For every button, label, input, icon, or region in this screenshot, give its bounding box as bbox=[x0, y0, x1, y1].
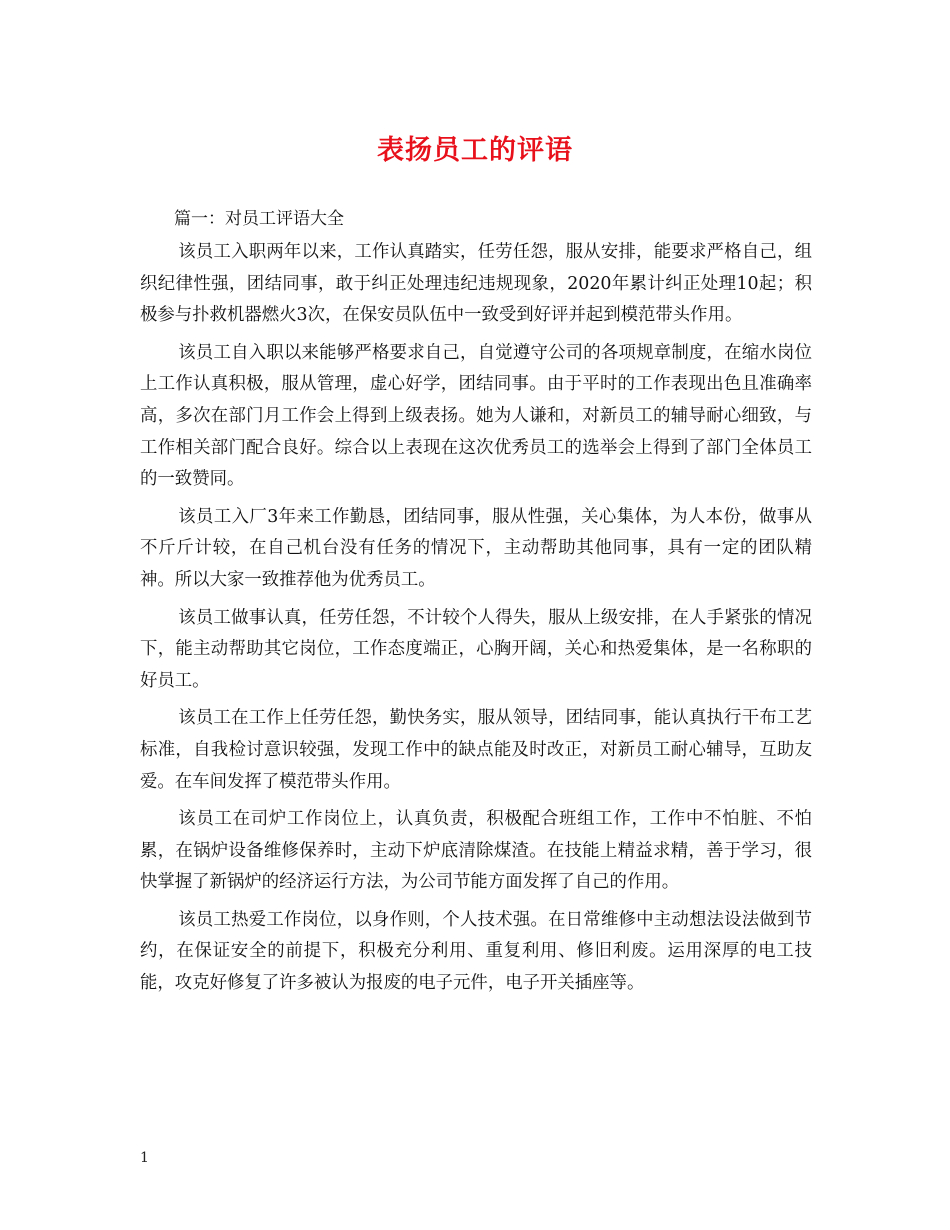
paragraph-4: 该员工做事认真，任劳任怨，不计较个人得失，服从上级安排，在人手紧张的情况下，能主动帮助其它岗位，工作态度端正，心胸开阔，关心和热爱集体，是一名称职的好员工。 bbox=[140, 607, 812, 691]
paragraph-5: 该员工在工作上任劳任怨，勤快务实，服从领导，团结同事，能认真执行干布工艺标准，自我检讨意识较强，发现工作中的缺点能及时改正，对新员工耐心辅导，互助友爱。在车间发挥了模范带头作用。 bbox=[140, 708, 812, 792]
paragraph-7: 该员工热爱工作岗位，以身作则，个人技术强。在日常维修中主动想法设法做到节约，在保证安全的前提下，积极充分利用、重复利用、修旧利废。运用深厚的电工技能，攻克好修复了许多被认为报废的电子元件，电子开关插座等。 bbox=[140, 909, 812, 994]
document-body bbox=[140, 204, 812, 1000]
section-heading: 篇一：对员工评语大全 bbox=[174, 209, 344, 229]
paragraph-2: 该员工自入职以来能够严格要求自己，自觉遵守公司的各项规章制度，在缩水岗位上工作认真积极，服从管理，虚心好学，团结同事。由于平时的工作表现出色且准确率高，多次在部门月工作会上得到上级表扬。她为人谦和，对新员工的辅导耐心细致，与工作相关部门配合良好。综合以上表现在这次优秀员工的选举会上得到了部门全体员工的一致赞同。 bbox=[140, 342, 812, 490]
paragraph-1: 该员工入职两年以来，工作认真踏实，任劳任怨，服从安排，能要求严格自己，组织纪律性强，团结同事，敢于纠正处理违纪违规现象，2020年累计纠正处理10起；积极参与扑救机器燃火3次，在保安员队伍中一致受到好评并起到模范带头作用。 bbox=[140, 242, 812, 326]
document-title: 表扬员工的评语 bbox=[377, 135, 573, 166]
page-number: 1 bbox=[140, 1150, 149, 1166]
paragraph-6: 该员工在司炉工作岗位上，认真负责，积极配合班组工作，工作中不怕脏、不怕累，在锅炉设备维修保养时，主动下炉底清除煤渣。在技能上精益求精，善于学习，很快掌握了新锅炉的经济运行方法，为公司节能方面发挥了自己的作用。 bbox=[140, 809, 812, 893]
paragraph-3: 该员工入厂3年来工作勤恳，团结同事，服从性强，关心集体，为人本份，做事从不斤斤计较，在自己机台没有任务的情况下，主动帮助其他同事，具有一定的团队精神。所以大家一致推荐他为优秀员工。 bbox=[140, 506, 812, 590]
